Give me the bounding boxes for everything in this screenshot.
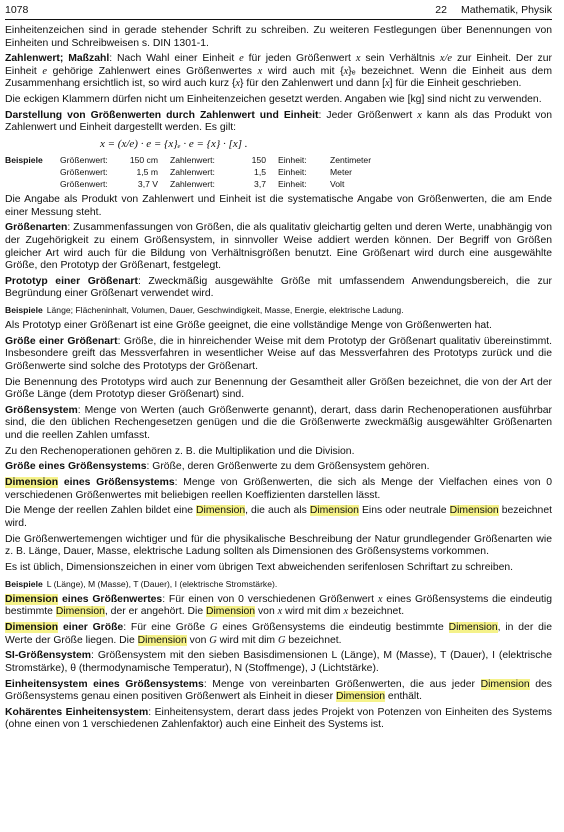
text-run: eines Größensystems die eindeutig bestimmte (217, 622, 449, 634)
examples-cell: Zahlenwert: (170, 155, 215, 166)
math-symbol: x (343, 606, 349, 618)
examples-label (5, 178, 60, 190)
highlighted-term: Dimension (335, 691, 386, 703)
examples-cell: Volt (330, 179, 345, 190)
highlighted-term: Dimension (309, 505, 359, 517)
text-run: von (186, 634, 210, 646)
text-run: gehörige Zahlenwert eines Größenwertes (47, 65, 258, 77)
page-body (5, 25, 552, 732)
highlighted-term: Dimension (480, 678, 530, 690)
text-run: für jeden Größenwert (243, 53, 356, 65)
examples-cell: Zahlenwert: (170, 167, 215, 178)
text-run: bezeichnet. (348, 606, 405, 618)
highlighted-term: Dimension (448, 622, 498, 634)
math-symbol: G (210, 622, 218, 634)
text-run: : Menge von Größenwerten, die sich als Menge der Vielfachen eines von 0 verschiedenen Größenwertes mit beliebigen reellen Koeffizienten darstellen lässt. (5, 477, 552, 501)
highlighted-term: Dimension (137, 634, 187, 646)
paragraph (5, 477, 552, 502)
term: Darstellung von Größenwerten durch Zahlenwert und Einheit (5, 109, 319, 121)
text-run: ] für die Einheit geschrieben. (389, 78, 522, 90)
paragraph (5, 534, 552, 559)
math-symbol: x (343, 65, 349, 77)
math-symbol: x (235, 78, 241, 90)
text-run: }ₑ bezeichnet. Wenn die Einheit aus dem Zusammenhang ersichtlich ist, so wird auch kurz { (5, 65, 552, 90)
term: Größe einer Größenart (5, 335, 118, 347)
text-run: } für den Zahlenwert und dann [ (240, 78, 386, 90)
term: Kohärentes Einheitensystem (5, 706, 149, 718)
examples-label (5, 166, 60, 178)
math-symbol: e (42, 65, 48, 77)
examples-cell: 3,7 (254, 179, 266, 190)
text-run: Es ist üblich, Dimensionszeichen in einer vom übrigen Text abweichenden serifenlosen Schriftart zu schreiben. (5, 562, 514, 574)
text-run: kann als das Produkt von Zahlenwert und Einheit dargestellt werden. Es gilt: (5, 109, 552, 134)
text-run: zur Einheit. Der zur Einheit (5, 53, 552, 77)
examples-cell: Einheit: (278, 179, 307, 190)
examples-cell: 3,7 V (137, 179, 158, 190)
text-run: : Zweckmäßig ausgewählte Größe mit umfassendem Anwendungsbereich, die zur Begründung einer Größenart verwendet wird. (5, 275, 552, 300)
text-run: : Zusammenfassungen von Größen, die als qualitativ gleichartig gelten und deren Werte, unabhängig von der Zugehörigkeit zu einem Größensystem, in sinnvoller Weise addiert werden können. Der Begriff von Größen gleicher Art wird auch für die Bildung von Verhältnisgrößen benutzt. Eine Größenart wird durch eine ausgewählte Größe, den Prototyp der Größenart, festgelegt. (5, 222, 552, 272)
paragraph (5, 320, 552, 333)
paragraph (5, 622, 552, 647)
header-rule (5, 19, 552, 20)
paragraph (5, 222, 552, 272)
highlighted-term: Dimension (55, 606, 105, 618)
term: Größe eines Größensystems (5, 461, 147, 473)
text-run: wird auch mit { (262, 65, 344, 77)
examples-cell: 150 cm (129, 155, 158, 166)
term: eines Größenwertes (58, 593, 163, 605)
text-run: Die eckigen Klammern dürfen nicht um Einheitenzeichen gesetzt werden. Angaben wie [kg] sind nicht zu verwenden. (5, 94, 542, 106)
formula: x = (x/e) · e = {x}ₑ · e = {x} · [x] . (100, 138, 248, 151)
term: Dimension (5, 477, 59, 489)
paragraph (5, 336, 552, 374)
examples-table (5, 154, 552, 190)
text-run: : Größe, die in hinreichender Weise mit dem Prototyp der Größenart qualitativ übereinstimmt. Insbesondere greift das Messverfahren in wesentlicher Weise auf das Messverfahren des Prototyps zurück und die Größenwerte sind solche des Prototyps der Größenart. (5, 335, 552, 372)
math-symbol: x (257, 65, 263, 77)
examples-cell: 1,5 m (136, 167, 158, 178)
examples-cell: Zentimeter (330, 155, 372, 166)
text-run: Die Menge der reellen Zahlen bildet eine (5, 505, 197, 517)
paragraph (5, 505, 552, 530)
examples-label: Beispiele (5, 578, 43, 589)
math-symbol: G (209, 634, 217, 646)
examples-cell: Größenwert: (60, 179, 108, 190)
term: Größensystem (5, 404, 78, 416)
chapter-title: Mathematik, Physik (460, 4, 552, 16)
examples-cell: Zahlenwert: (170, 179, 215, 190)
text-run: des Größensystems genau einen positiven Größenwert als Einheit in dieser (5, 678, 552, 703)
text-run: wird mit dim (282, 606, 344, 618)
math-symbol: G (277, 634, 286, 646)
examples-cell: 1,5 (254, 167, 266, 178)
page-number: 1078 (5, 4, 29, 16)
term: Prototyp einer Größenart (5, 275, 138, 287)
math-symbol: x (355, 53, 361, 65)
paragraph (5, 194, 552, 219)
text-run: Als Prototyp einer Größenart ist eine Größe geeignet, die eine vollständige Menge von Größenwerten hat. (5, 320, 492, 332)
text-run: bezeichnet wird. (5, 505, 552, 530)
paragraph (5, 679, 552, 704)
text-run: : Menge von vereinbarten Größenwerten, die aus jeder (203, 678, 481, 690)
math-symbol: x (385, 78, 390, 90)
examples-cell: Einheit: (278, 155, 307, 166)
text-run: : Für eine Größe (123, 622, 211, 634)
paragraph (5, 461, 552, 474)
math-symbol: e (239, 53, 244, 65)
paragraph (5, 53, 552, 91)
highlighted-term: Dimension (449, 505, 499, 517)
text-run: : Größe, deren Größenwerte zu dem Größensystem gehören. (146, 461, 430, 473)
math-symbol: x (417, 109, 422, 121)
examples-text: L (Länge), M (Masse), T (Dauer), I (elektrische Stromstärke). (46, 578, 278, 589)
paragraph (5, 377, 552, 402)
examples-label: Beispiele (5, 155, 43, 166)
paragraph (5, 562, 552, 575)
highlighted-term: Dimension (205, 606, 256, 618)
math-symbol: x/e (439, 53, 453, 65)
text-run: : Für einen von 0 verschiedenen Größenwert (162, 593, 378, 605)
text-run: eines Größensystems die eindeutig bestimmte (5, 593, 552, 618)
examples-text: Länge; Flächeninhalt, Volumen, Dauer, Geschwindigkeit, Masse, Energie, elektrische Ladung. (46, 305, 404, 316)
text-run: bezeichnet. (285, 634, 342, 646)
text-run: , der er angehört. Die (104, 606, 206, 618)
page-header (5, 4, 552, 18)
paragraph (5, 594, 552, 619)
text-run: : Jeder Größenwert (318, 109, 418, 121)
text-run: Die Angabe als Produkt von Zahlenwert und Einheit ist die systematische Angabe von Größenwerten, die am Ende einer Messung steht. (5, 194, 552, 218)
term: Dimension (5, 622, 59, 634)
paragraph (5, 405, 552, 443)
paragraph (5, 446, 552, 459)
examples-line (5, 304, 552, 316)
text-run: wird mit dim (216, 634, 278, 646)
examples-cell: Größenwert: (60, 167, 108, 178)
math-symbol: x (277, 606, 283, 618)
paragraph (5, 276, 552, 301)
term: SI-Größensystem (5, 650, 92, 662)
text-run: von (255, 606, 278, 618)
text-run: : Größensystem mit den sieben Basisdimensionen L (Länge), M (Masse), T (Dauer), I (elektrische Stromstärke), θ (thermodynamische Temperatur), N (Stoffmenge), J (Lichtstärke). (5, 650, 552, 674)
paragraph (5, 25, 552, 50)
chapter-number: 22 (435, 4, 447, 16)
text-run: enthält. (385, 691, 423, 703)
math-symbol: x (377, 593, 383, 605)
examples-cell: 150 (251, 155, 266, 166)
text-run: : Menge von Werten (auch Größenwerte genannt), derart, dass darin Rechenoperationen ausführbar sind, die den üblichen Rechengesetzen genügen und die die Größenwerte zweckmäßig ausgewählter Größenarten und die reellen Zahlen umfasst. (5, 404, 552, 441)
text-run: Einheitenzeichen sind in gerade stehender Schrift zu schreiben. Zu weiteren Festlegungen über Benennungen von Einheiten und Schreibweisen s. DIN 1301-1. (5, 25, 552, 49)
text-run: Die Größenwertemengen wichtiger und für die physikalische Beschreibung der Natur grundlegender Größenarten wie z. B. Länge, Dauer, Masse, elektrische Ladung sollten als Dimensionen des Größensystems vorkommen. (5, 533, 552, 558)
text-run: Eins oder neutrale (358, 505, 450, 517)
term: Einheitensystem eines Größensystems (5, 678, 204, 690)
paragraph (5, 110, 552, 135)
text-run: Die Benennung des Prototyps wird auch zur Benennung der Gesamtheit aller Größen bezeichnet, die von der Art der Größe Länge (dem Prototyp dieser Größenart) sind. (5, 376, 552, 401)
text-run: : Nach Wahl einer Einheit (109, 53, 240, 65)
paragraph (5, 650, 552, 675)
highlighted-term: Dimension (196, 505, 246, 517)
examples-label: Beispiele (5, 305, 43, 316)
text-run: : Einheitensystem, derart dass jedes Projekt von Potenzen von Einheiten des Systems (ohne einen von 1 verschiedenen Zahlenfaktor) auch eine Einheit des Systems ist. (5, 706, 552, 731)
paragraph (5, 707, 552, 732)
examples-cell: Größenwert: (60, 155, 108, 166)
term: Dimension (5, 593, 59, 605)
examples-cell: Meter (330, 167, 352, 178)
term: einer Größe (58, 622, 124, 634)
examples-cell: Einheit: (278, 167, 307, 178)
paragraph (5, 94, 552, 107)
term: Zahlenwert; Maßzahl (5, 53, 110, 65)
text-run: , in der die Werte der Größe liegen. Die (5, 622, 552, 646)
term: eines Größensystems (58, 477, 175, 489)
text-run: sein Verhältnis (360, 53, 440, 65)
examples-line (5, 578, 552, 590)
text-run: , die auch als (245, 505, 310, 517)
text-run: Zu den Rechenoperationen gehören z. B. die Multiplikation und die Division. (5, 445, 355, 457)
term: Größenarten (5, 222, 68, 234)
